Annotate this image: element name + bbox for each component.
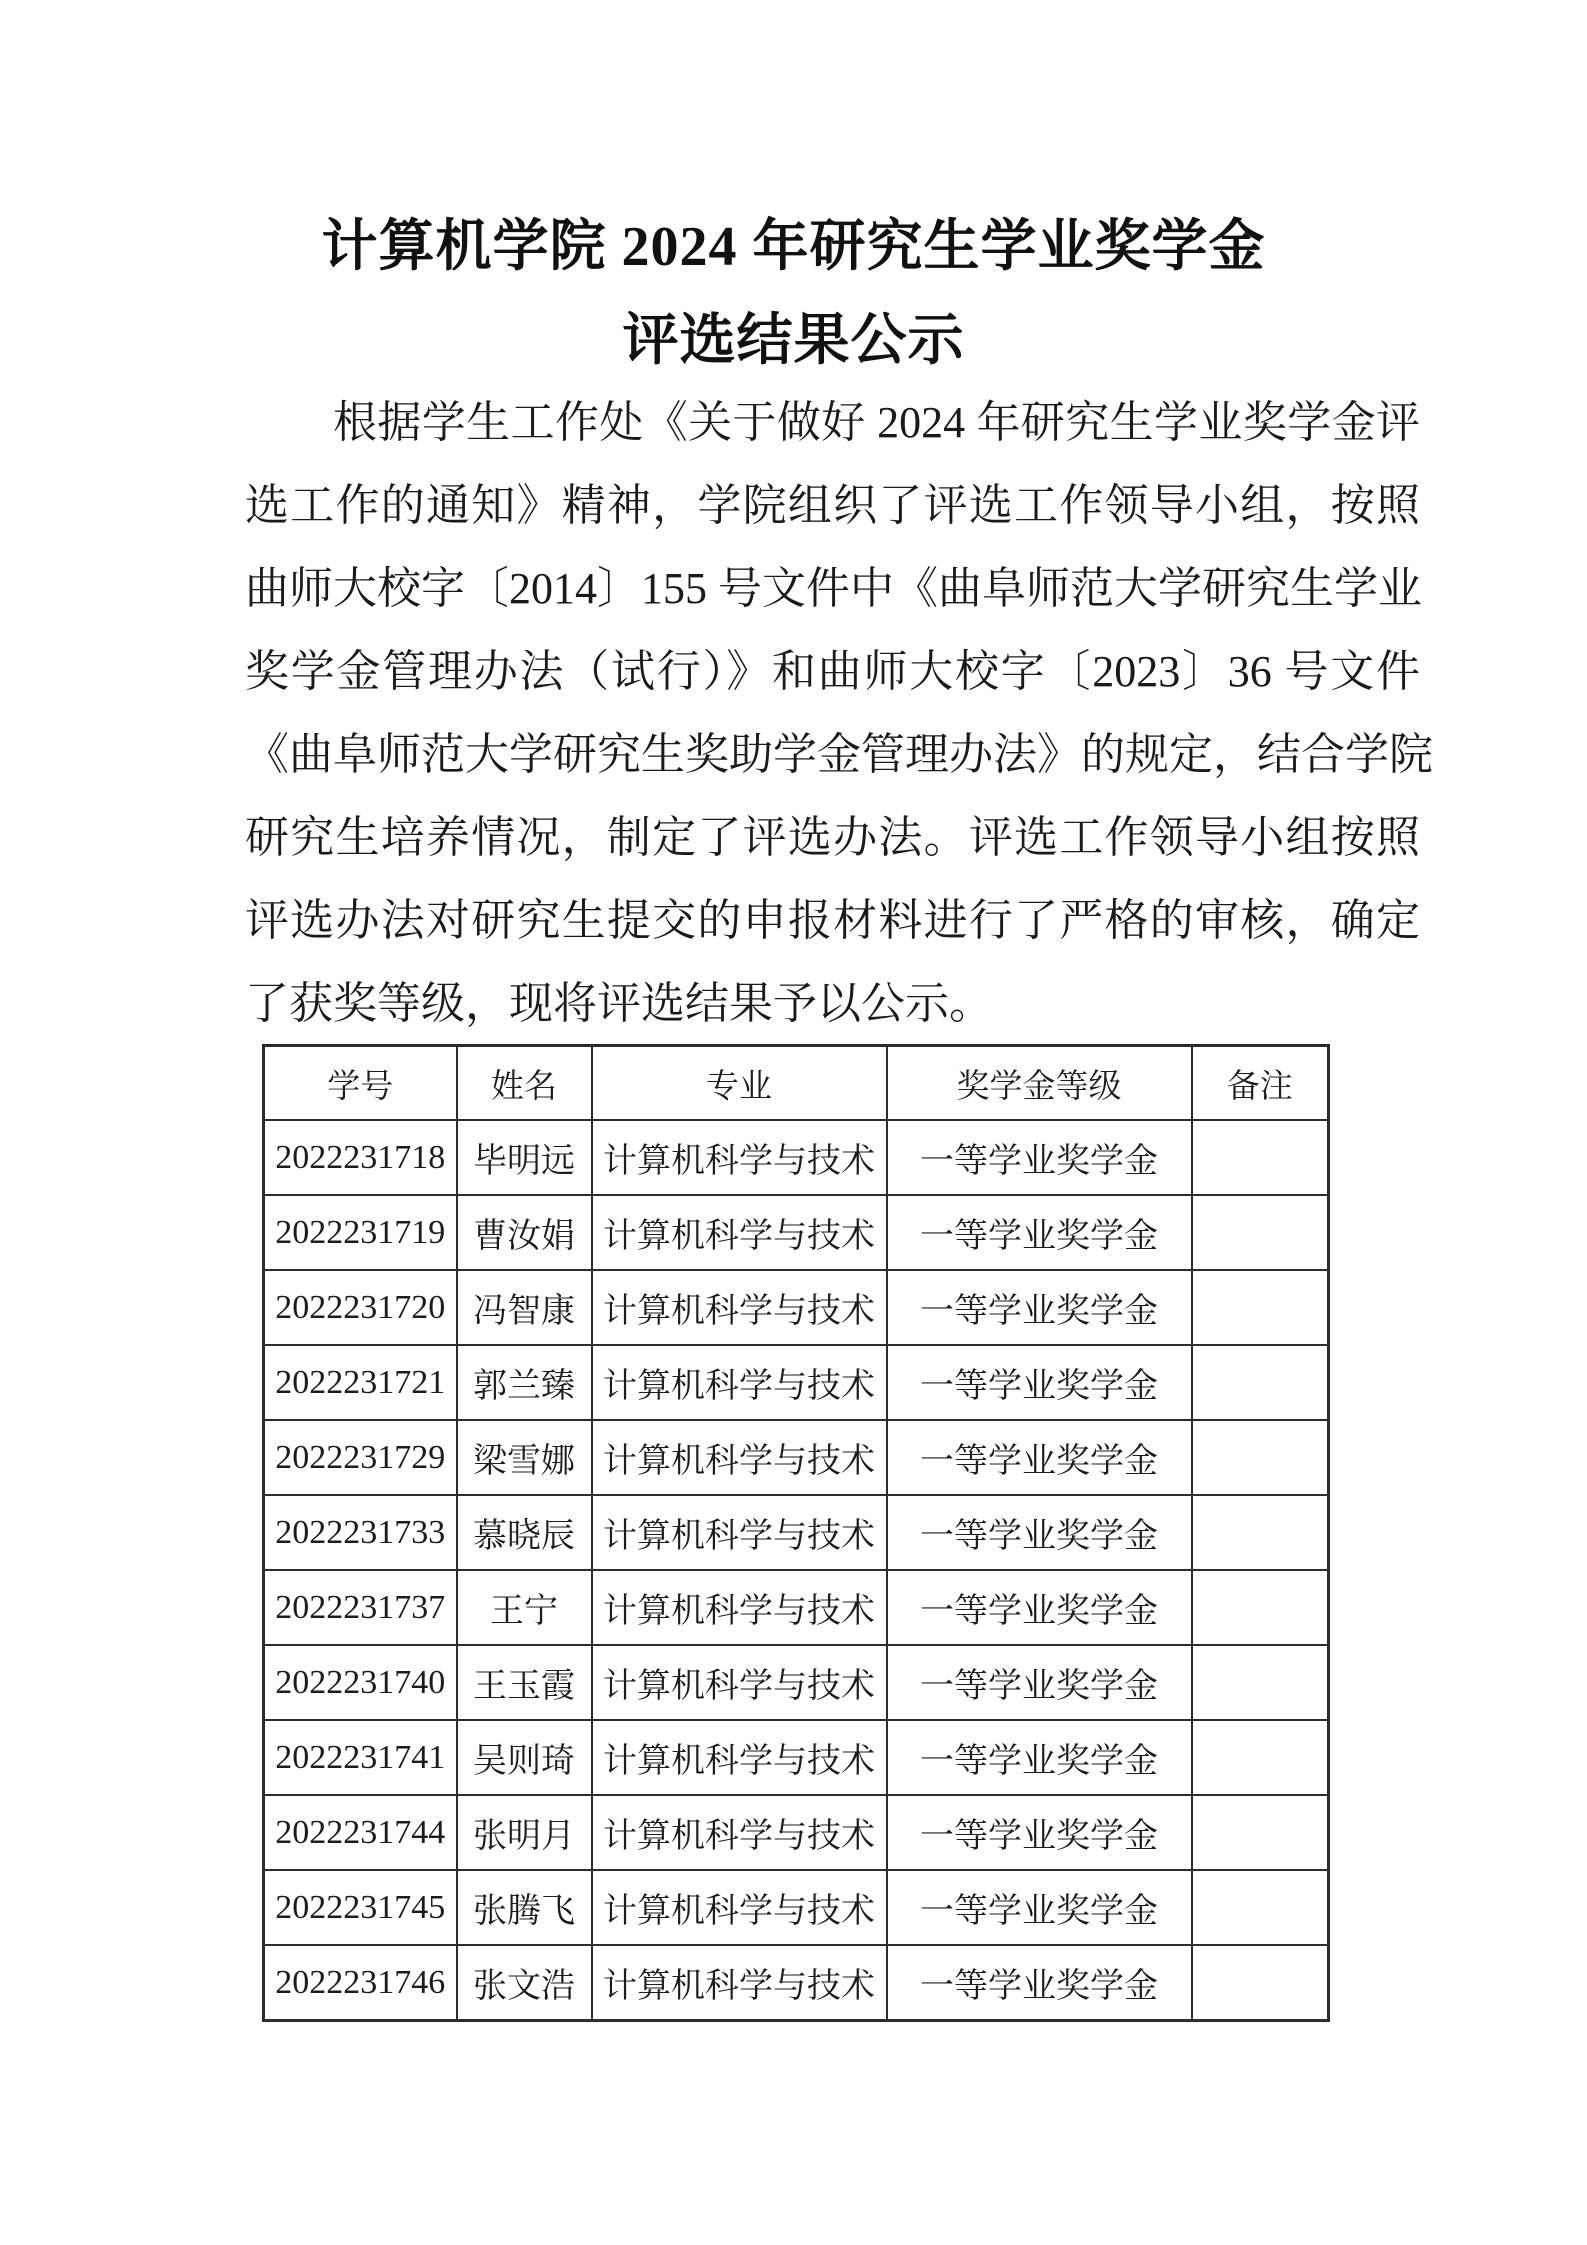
cell-note [1192,1870,1329,1945]
cell-major: 计算机科学与技术 [592,1945,887,2021]
table-row [264,1195,1329,1270]
cell-name: 郭兰臻 [457,1345,592,1420]
column-header-name: 姓名 [457,1046,592,1121]
cell-award: 一等学业奖学金 [887,1345,1192,1420]
column-header-award-level: 奖学金等级 [887,1046,1192,1121]
table-row [264,1720,1329,1795]
announcement-paragraph [245,381,1433,1045]
cell-name: 王宁 [457,1570,592,1645]
cell-name: 冯智康 [457,1270,592,1345]
cell-award: 一等学业奖学金 [887,1945,1192,2021]
cell-name: 张腾飞 [457,1870,592,1945]
cell-award: 一等学业奖学金 [887,1870,1192,1945]
cell-id: 2022231741 [264,1720,457,1795]
page-title [0,200,1587,388]
cell-note [1192,1495,1329,1570]
cell-name: 吴则琦 [457,1720,592,1795]
cell-note [1192,1345,1329,1420]
cell-major: 计算机科学与技术 [592,1195,887,1270]
cell-id: 2022231744 [264,1795,457,1870]
cell-id: 2022231746 [264,1945,457,2021]
column-header-student-id: 学号 [264,1046,457,1121]
cell-award: 一等学业奖学金 [887,1120,1192,1195]
cell-major: 计算机科学与技术 [592,1345,887,1420]
paragraph-line: 研究生培养情况，制定了评选办法。评选工作领导小组按照 [245,813,1420,862]
cell-major: 计算机科学与技术 [592,1720,887,1795]
column-header-major: 专业 [592,1046,887,1121]
table-row [264,1645,1329,1720]
cell-name: 张文浩 [457,1945,592,2021]
cell-name: 王玉霞 [457,1645,592,1720]
cell-name: 慕晓辰 [457,1495,592,1570]
cell-note [1192,1120,1329,1195]
cell-id: 2022231729 [264,1420,457,1495]
table-row [264,1945,1329,2021]
paragraph-line: 《曲阜师范大学研究生奖助学金管理办法》的规定，结合学院 [245,730,1433,779]
cell-note [1192,1570,1329,1645]
results-table [262,1044,1330,2022]
cell-award: 一等学业奖学金 [887,1570,1192,1645]
cell-award: 一等学业奖学金 [887,1645,1192,1720]
table-row [264,1120,1329,1195]
cell-major: 计算机科学与技术 [592,1270,887,1345]
table-row [264,1270,1329,1345]
cell-award: 一等学业奖学金 [887,1195,1192,1270]
cell-award: 一等学业奖学金 [887,1270,1192,1345]
table-row [264,1570,1329,1645]
cell-id: 2022231721 [264,1345,457,1420]
table-row [264,1870,1329,1945]
cell-major: 计算机科学与技术 [592,1495,887,1570]
table-row [264,1420,1329,1495]
cell-award: 一等学业奖学金 [887,1495,1192,1570]
results-table-body [264,1120,1329,2021]
cell-id: 2022231720 [264,1270,457,1345]
column-header-note: 备注 [1192,1046,1329,1121]
cell-major: 计算机科学与技术 [592,1870,887,1945]
cell-name: 毕明远 [457,1120,592,1195]
table-row [264,1345,1329,1420]
cell-id: 2022231745 [264,1870,457,1945]
paragraph-line: 选工作的通知》精神，学院组织了评选工作领导小组，按照 [245,481,1420,530]
table-row [264,1495,1329,1570]
page-title-line-1: 计算机学院 2024 年研究生学业奖学金 [321,216,1266,278]
paragraph-line: 曲师大校字〔2014〕155 号文件中《曲阜师范大学研究生学业 [245,564,1422,613]
cell-note [1192,1645,1329,1720]
paragraph-line: 奖学金管理办法（试行）》和曲师大校字〔2023〕36 号文件 [245,647,1420,696]
cell-major: 计算机科学与技术 [592,1645,887,1720]
cell-award: 一等学业奖学金 [887,1420,1192,1495]
cell-major: 计算机科学与技术 [592,1120,887,1195]
cell-note [1192,1720,1329,1795]
cell-award: 一等学业奖学金 [887,1720,1192,1795]
cell-major: 计算机科学与技术 [592,1795,887,1870]
cell-id: 2022231737 [264,1570,457,1645]
page-title-line-2: 评选结果公示 [622,310,965,372]
cell-id: 2022231718 [264,1120,457,1195]
table-row [264,1795,1329,1870]
cell-note [1192,1795,1329,1870]
cell-name: 曹汝娟 [457,1195,592,1270]
cell-note [1192,1270,1329,1345]
cell-award: 一等学业奖学金 [887,1795,1192,1870]
table-header-row [264,1046,1329,1121]
cell-id: 2022231719 [264,1195,457,1270]
cell-note [1192,1420,1329,1495]
paragraph-line: 了获奖等级，现将评选结果予以公示。 [245,979,993,1028]
cell-name: 张明月 [457,1795,592,1870]
cell-note [1192,1195,1329,1270]
cell-name: 梁雪娜 [457,1420,592,1495]
cell-note [1192,1945,1329,2021]
cell-major: 计算机科学与技术 [592,1570,887,1645]
cell-major: 计算机科学与技术 [592,1420,887,1495]
cell-id: 2022231733 [264,1495,457,1570]
paragraph-line: 根据学生工作处《关于做好 2024 年研究生学业奖学金评 [333,398,1420,447]
cell-id: 2022231740 [264,1645,457,1720]
paragraph-line: 评选办法对研究生提交的申报材料进行了严格的审核，确定 [245,896,1420,945]
